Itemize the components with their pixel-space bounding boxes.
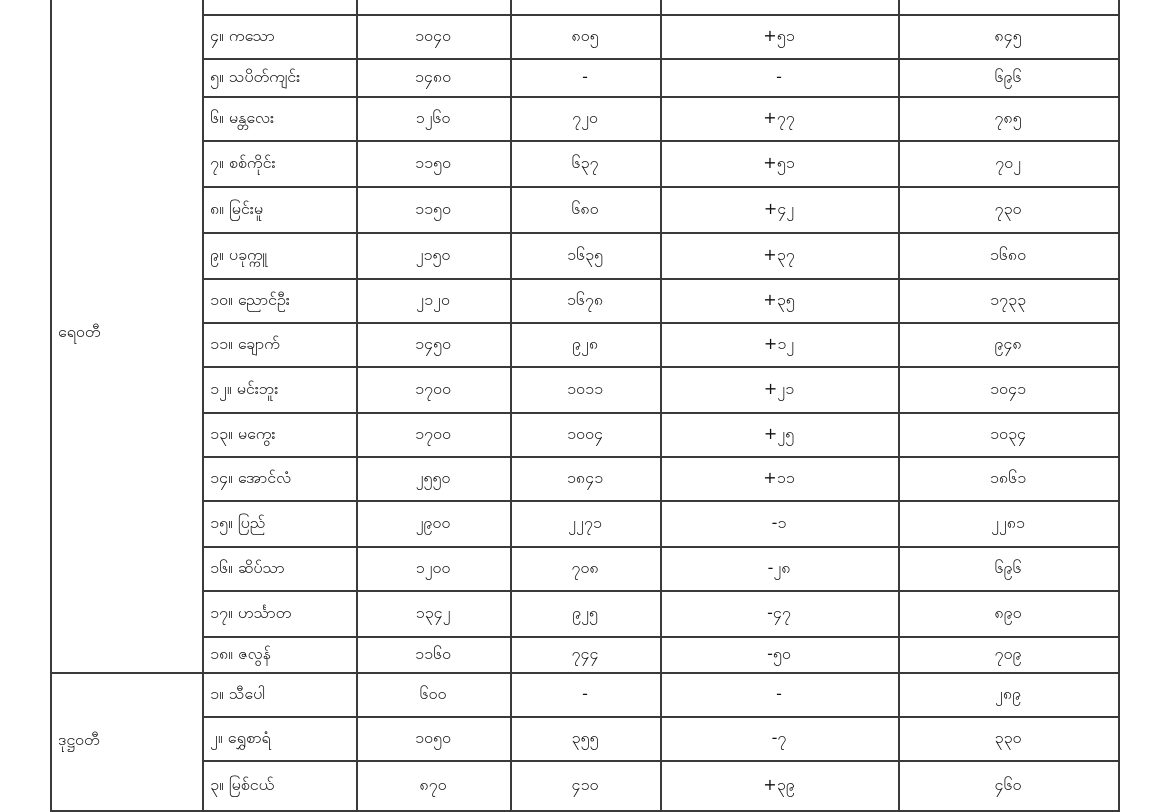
row-value-1: ၂၅၅၀ xyxy=(415,468,451,487)
row-value-2: - xyxy=(582,684,588,703)
row-value-2: ၃၅၅ xyxy=(571,728,599,747)
row-value-4: ၁၈၆၁ xyxy=(989,468,1027,487)
row-value-1: ၁၇၀၀ xyxy=(415,379,451,398)
row-name: ၂။ ရွှေစာရံ xyxy=(210,728,271,747)
row-value-3: +၃၉ xyxy=(763,775,795,794)
row-value-1: ၂၁၅၀ xyxy=(415,245,451,264)
row-value-2: ၉၂၅ xyxy=(572,603,598,622)
row-value-4: ၆၉၆ xyxy=(994,67,1022,86)
row-name: ၃။ မြစ်ငယ် xyxy=(210,775,275,794)
row-value-2: ၁၈၄၁ xyxy=(566,468,604,487)
row-value-4: ၇၀၉ xyxy=(994,644,1022,663)
row-value-3: -၅၀ xyxy=(767,644,791,663)
row-value-4: ၁၇၃၃ xyxy=(990,290,1026,309)
row-value-4: ၉၄၈ xyxy=(994,334,1022,353)
row-value-3: -၂၈ xyxy=(767,558,791,577)
row-value-2: ၁၀၀၄ xyxy=(567,424,603,443)
row-name xyxy=(202,0,356,14)
row-value-3: +၄၂ xyxy=(763,199,795,218)
row-value-4: ၁၀၃၄ xyxy=(990,424,1026,443)
row-value-3: +၁၂ xyxy=(763,334,795,353)
row-value-2: ၁၆၃၅ xyxy=(567,245,603,264)
row-value-3: -၄၇ xyxy=(767,603,791,622)
row-value-1: ၁၁၅၀ xyxy=(415,153,451,172)
row-value-4: ၈၄၅ xyxy=(994,26,1022,45)
row-value-3: +၂၅ xyxy=(763,424,795,443)
row-value-2: ၁၆၇၈ xyxy=(566,290,604,309)
row-value-1: ၁၀၄၀ xyxy=(415,26,451,45)
row-name: ၇။ စစ်ကိုင်း xyxy=(210,153,276,172)
row-value-2: ၇၂၀ xyxy=(572,108,598,127)
row-value-2: ၉၂၈ xyxy=(572,334,598,353)
row-value-2: ၂၂၇၁ xyxy=(568,513,602,532)
row-value-4: ၆၉၆ xyxy=(994,558,1022,577)
row-value-3: +၂၁ xyxy=(763,379,795,398)
row-value-3: +၃၅ xyxy=(763,290,795,309)
row-value-3 xyxy=(660,0,898,14)
row-value-2 xyxy=(510,0,660,14)
row-value-1: ၂၁၂၀ xyxy=(416,290,450,309)
row-value-1: ၆၀၀ xyxy=(419,684,447,703)
row-value-1: ၂၉၀၀ xyxy=(415,513,451,532)
row-value-2: ၇၀၈ xyxy=(571,558,599,577)
row-value-3: - xyxy=(776,684,782,703)
row-name: ၈။ မြင်းမူ xyxy=(210,199,263,218)
row-name: ၁၆။ ဆိပ်သာ xyxy=(210,558,285,577)
group-label: ဒုဋ္ဌဝတီ xyxy=(58,730,100,749)
row-value-2: ၁၀၁၁ xyxy=(567,379,603,398)
row-value-2: ၈၀၅ xyxy=(571,26,599,45)
row-value-1: ၁၄၈၀ xyxy=(414,67,452,86)
row-value-4: ၄၆၀ xyxy=(994,775,1022,794)
row-name: ၁၀။ ညောင်ဦး xyxy=(210,290,290,309)
row-value-2: ၆၈၀ xyxy=(571,199,599,218)
row-value-4: ၁၆၈၀ xyxy=(989,245,1027,264)
row-value-3: +၅၁ xyxy=(763,153,795,172)
row-value-2: - xyxy=(582,67,588,86)
row-value-1: ၁၁၅၀ xyxy=(415,199,451,218)
row-value-3: -၁ xyxy=(771,513,787,532)
row-value-4: ၃၃၀ xyxy=(994,728,1022,747)
row-value-4 xyxy=(898,0,1118,14)
row-value-1: ၁၀၅၀ xyxy=(415,728,451,747)
row-value-1: ၁၂၀၀ xyxy=(415,558,451,577)
row-value-4: ၈၉၀ xyxy=(994,603,1022,622)
row-name: ၁၂။ မင်းဘူး xyxy=(210,379,279,398)
row-value-4: ၂၈၉ xyxy=(995,684,1021,703)
row-name: ၅။ သပိတ်ကျင်း xyxy=(210,67,301,86)
row-value-4: ၂၂၈၁ xyxy=(991,513,1025,532)
row-name: ၁၄။ အောင်လံ xyxy=(210,468,292,487)
row-name: ၁။ သီပေါ xyxy=(210,684,265,703)
row-value-1: ၁၄၅၀ xyxy=(415,334,451,353)
row-name: ၆။ မန္တလေး xyxy=(210,108,275,127)
row-name: ၁၈။ ဇလွန် xyxy=(210,644,271,663)
row-value-4: ၇၃၀ xyxy=(994,199,1022,218)
row-value-1: ၈၇၀ xyxy=(419,775,447,794)
row-name: ၉။ ပခုက္ကူ xyxy=(210,245,268,264)
row-value-4: ၁၀၄၁ xyxy=(990,379,1026,398)
row-value-1: ၁၁၆၀ xyxy=(415,644,451,663)
row-name: ၄။ ကသော xyxy=(210,26,275,45)
row-value-4: ၇၈၅ xyxy=(994,108,1022,127)
row-value-2: ၇၄၄ xyxy=(571,644,599,663)
row-value-3: +၃၇ xyxy=(763,245,795,264)
row-name: ၁၇။ ဟင်္သာတ xyxy=(210,603,292,622)
row-value-1: ၁၃၄၂ xyxy=(415,603,451,622)
row-value-3: +၁၁ xyxy=(763,468,795,487)
row-value-4: ၇၀၂ xyxy=(995,153,1021,172)
row-value-2: ၄၁၀ xyxy=(571,775,599,794)
row-value-3: -၇ xyxy=(771,728,787,747)
row-value-1: ၁၂၆၀ xyxy=(415,108,451,127)
row-value-3: +၇၇ xyxy=(763,108,795,127)
row-value-1: ၁၇၀၀ xyxy=(415,424,451,443)
row-value-2: ၆၃၇ xyxy=(571,153,599,172)
row-value-3: +၅၁ xyxy=(763,26,795,45)
row-value-1 xyxy=(356,0,510,14)
row-name: ၁၁။ ချောက် xyxy=(210,334,280,353)
column-divider xyxy=(1118,0,1120,810)
row-name: ၁၅။ ပြည် xyxy=(210,513,266,532)
row-name: ၁၃။ မကွေး xyxy=(210,424,276,443)
row-value-3: - xyxy=(776,67,782,86)
group-label: ရေဝတီ xyxy=(58,322,101,341)
